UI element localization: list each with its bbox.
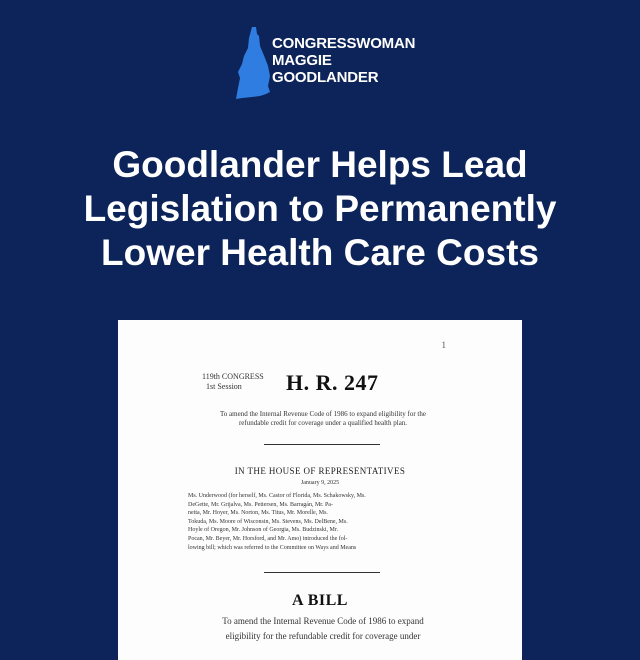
session-label: 1st Session (206, 382, 242, 391)
sponsor-line: lowing bill; which was referred to the Committee on Ways and Means (188, 544, 357, 551)
headline-line-2: Legislation to Permanently (83, 188, 557, 229)
logo-text (272, 35, 415, 86)
logo-line-first-name: MAGGIE (272, 52, 332, 69)
bill-title (178, 410, 468, 428)
house-heading: IN THE HOUSE OF REPRESENTATIVES (234, 466, 406, 476)
page-number: 1 (441, 340, 446, 350)
logo-line-title: CONGRESSWOMAN (272, 35, 416, 52)
congresswoman-logo (232, 26, 422, 100)
congress-label: 119th CONGRESS (202, 372, 264, 381)
logo-line-last-name: GOODLANDER (272, 69, 379, 86)
introduction-date: January 9, 2025 (300, 480, 340, 486)
sponsor-line: Pocan, Mr. Beyer, Mr. Horsford, and Mr. Amo) introduced the fol- (188, 535, 348, 542)
headline-line-3: Lower Health Care Costs (101, 232, 539, 273)
sponsor-line: Ms. Underwood (for herself, Ms. Castor of Florida, Ms. Schakowsky, Ms. (188, 493, 366, 499)
new-hampshire-state-icon (232, 26, 272, 100)
congress-session (202, 372, 264, 392)
headline (40, 143, 600, 275)
bill-title-line-2: refundable credit for coverage under a qualified health plan. (238, 419, 408, 427)
sponsors-paragraph (188, 492, 454, 552)
divider (264, 572, 380, 573)
a-bill-heading: A BILL (292, 592, 348, 609)
divider (264, 444, 380, 445)
sponsor-line: Tokuda, Ms. Moore of Wisconsin, Ms. Stevens, Ms. DelBene, Ms. (188, 518, 348, 525)
headline-line-1: Goodlander Helps Lead (112, 144, 528, 185)
purpose-line-1: To amend the Internal Revenue Code of 1986 to expand (222, 616, 424, 626)
bill-document-image (118, 320, 522, 660)
bill-title-line-1: To amend the Internal Revenue Code of 1986 to expand eligibility for the (220, 410, 426, 418)
sponsor-line: Hoyle of Oregon, Mr. Johnson of Georgia, Ms. Budzinski, Mr. (188, 527, 339, 534)
purpose-line-2: eligibility for the refundable credit for coverage under (225, 631, 421, 641)
sponsor-line: DeGette, Mr. Grijalva, Ms. Pettersen, Ms. Barragán, Mr. Pa- (188, 501, 333, 508)
bill-number: H. R. 247 (286, 370, 379, 395)
sponsor-line: netta, Mr. Hoyer, Ms. Norton, Ms. Titus, Mr. Morelle, Ms. (188, 510, 328, 517)
